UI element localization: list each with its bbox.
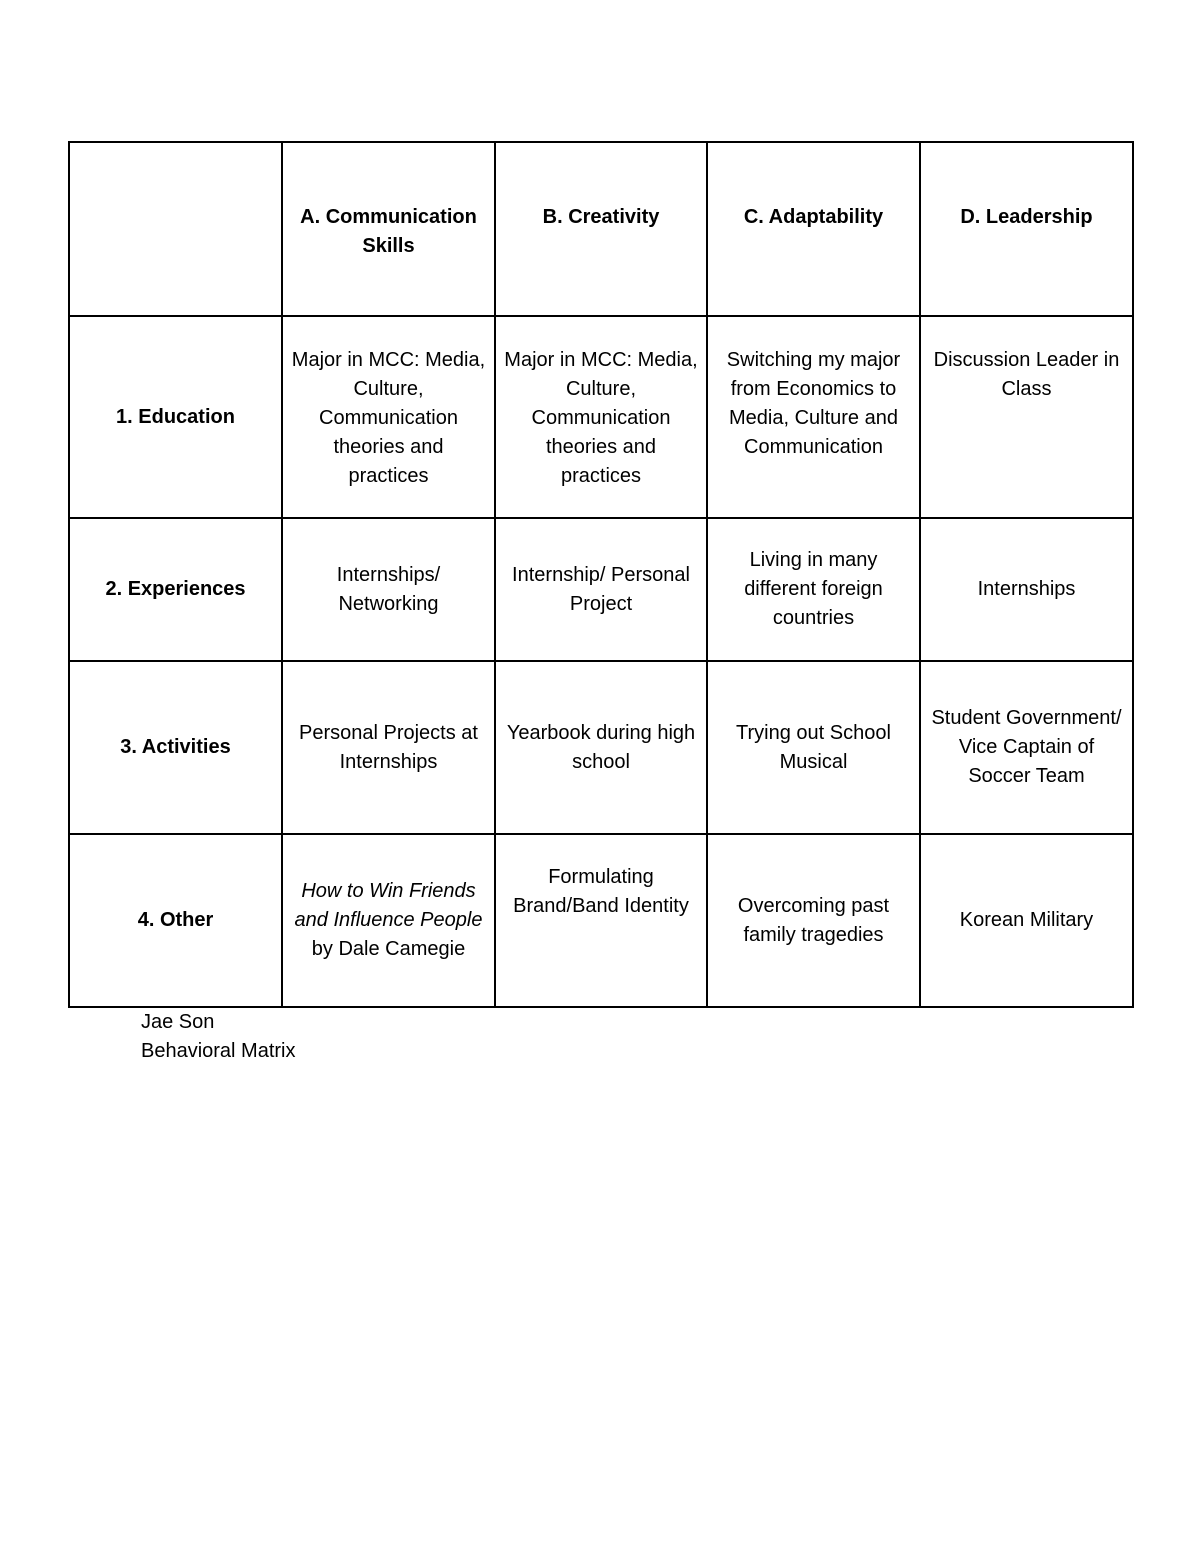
table-cell: Internships/ Networking (282, 518, 495, 661)
table-cell: Living in many different foreign countries (707, 518, 920, 661)
table-row (69, 661, 1133, 834)
row-header-activities: 3. Activities (69, 661, 282, 834)
table-cell: Discussion Leader in Class (920, 316, 1133, 518)
column-header-adaptability: C. Adaptability (707, 142, 920, 316)
table-row (69, 834, 1133, 1007)
author-name: Jae Son (141, 1011, 215, 1033)
table-cell: Switching my major from Economics to Media, Culture and Communication (707, 316, 920, 518)
behavioral-matrix-table (68, 141, 1134, 1008)
corner-cell (69, 142, 282, 316)
book-title: How to Win Friends and Influence People (294, 880, 483, 931)
table-cell: Korean Military (920, 834, 1133, 1007)
table-cell: Personal Projects at Internships (282, 661, 495, 834)
document-title: Behavioral Matrix (141, 1040, 296, 1062)
document-caption (141, 1008, 296, 1066)
table-cell: Yearbook during high school (495, 661, 707, 834)
column-header-leadership: D. Leadership (920, 142, 1133, 316)
table-cell: Internships (920, 518, 1133, 661)
book-author: by Dale Camegie (311, 938, 466, 960)
table-cell: Overcoming past family tragedies (707, 834, 920, 1007)
table-cell: Major in MCC: Media, Culture, Communication theories and practices (282, 316, 495, 518)
table-cell: Formulating Brand/Band Identity (495, 834, 707, 1007)
table-row (69, 518, 1133, 661)
table-cell: Major in MCC: Media, Culture, Communication theories and practices (495, 316, 707, 518)
table-cell (282, 834, 495, 1007)
table-cell: Internship/ Personal Project (495, 518, 707, 661)
row-header-education: 1. Education (69, 316, 282, 518)
column-header-communication: A. Communication Skills (282, 142, 495, 316)
table-cell: Trying out School Musical (707, 661, 920, 834)
column-header-creativity: B. Creativity (495, 142, 707, 316)
row-header-other: 4. Other (69, 834, 282, 1007)
row-header-experiences: 2. Experiences (69, 518, 282, 661)
table-row (69, 316, 1133, 518)
header-row (69, 142, 1133, 316)
table-cell: Student Government/ Vice Captain of Soccer Team (920, 661, 1133, 834)
